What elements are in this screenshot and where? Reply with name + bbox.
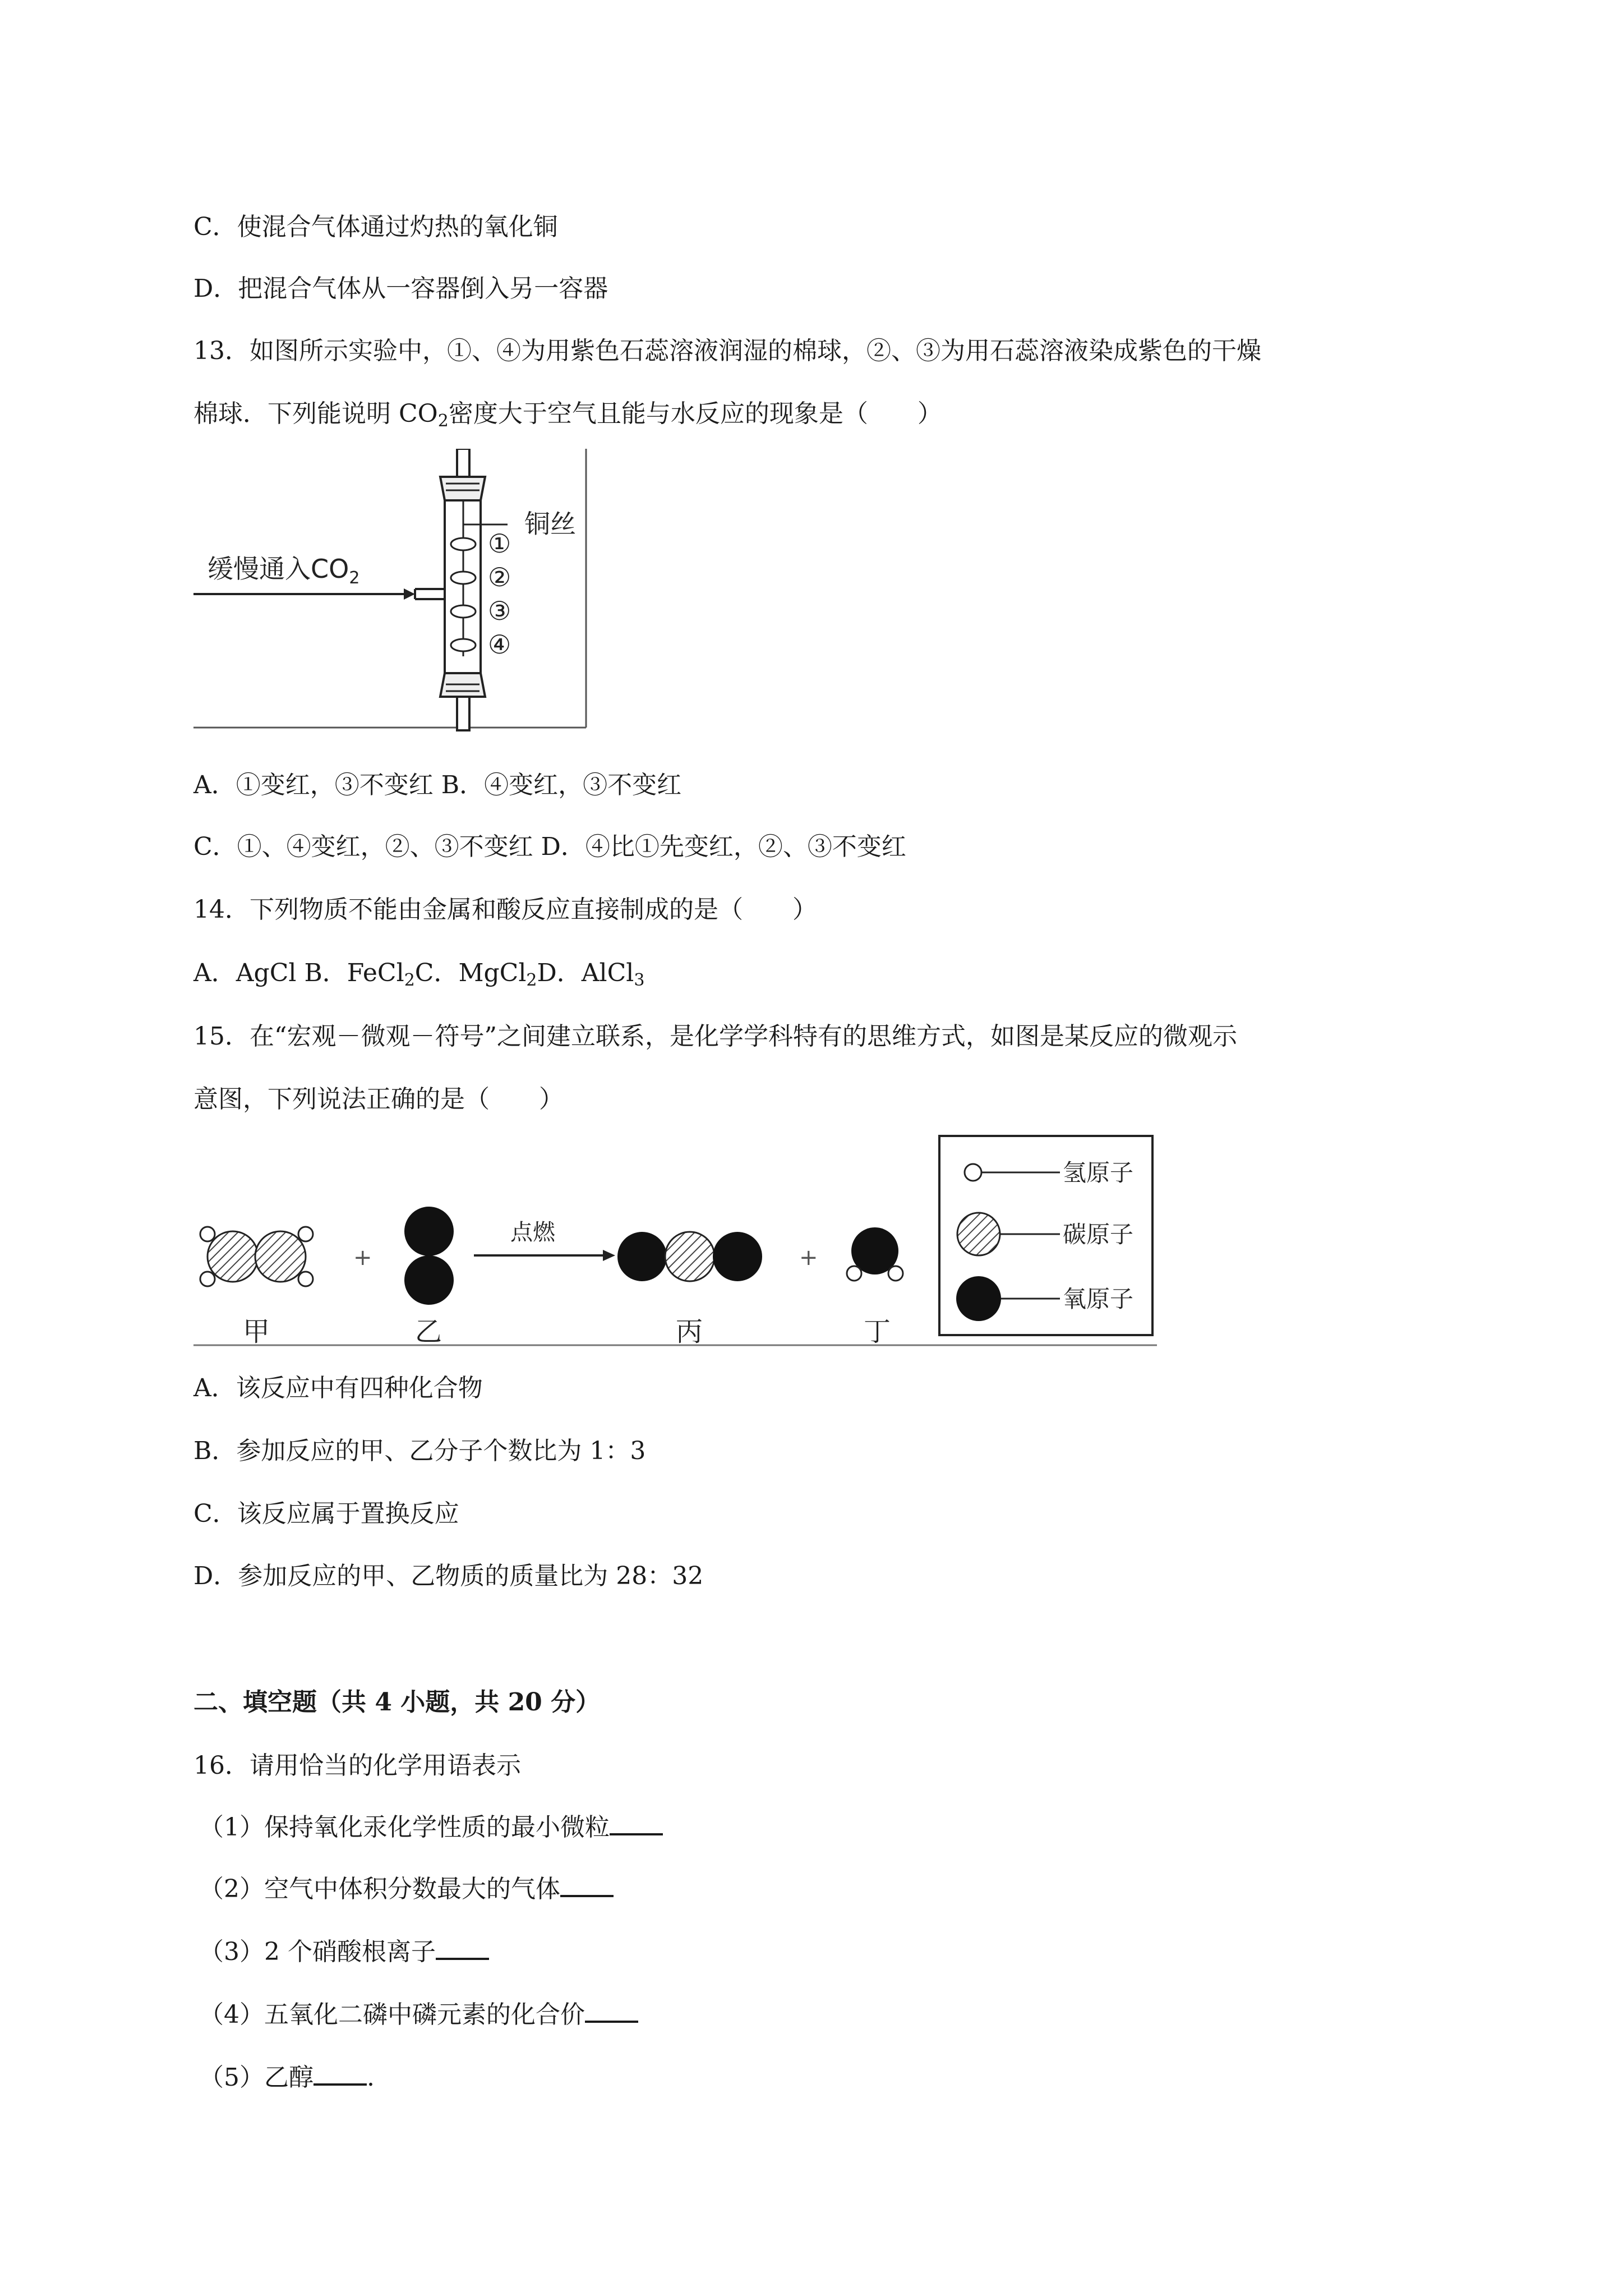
q16-item-5-text: （5）乙醇: [199, 2063, 313, 2092]
q14-option-d: D．AlCl: [537, 959, 634, 987]
q16-item-4-text: （4）五氧化二磷中磷元素的化合价: [199, 2000, 585, 2029]
ignite-label: 点燃: [510, 1220, 555, 1245]
q13-options-cd: C．①、④变红，②、③不变红 D．④比①先变红，②、③不变红: [193, 832, 906, 861]
q16-item-3: [199, 1935, 489, 1969]
molecule-label-bing: 丙: [676, 1316, 703, 1347]
q15-option-d: D．参加反应的甲、乙物质的质量比为 28：32: [193, 1562, 704, 1590]
q13-stem-line1: 13．如图所示实验中，①、④为用紫色石蕊溶液润湿的棉球，②、③为用石蕊溶液染成紫色的干燥: [193, 337, 1261, 365]
q16-item-1-text: （1）保持氧化汞化学性质的最小微粒: [199, 1813, 610, 1842]
cotton-ball-3-label: ③: [488, 596, 511, 626]
q16-stem: 16．请用恰当的化学用语表示: [193, 1751, 521, 1780]
q14-option-c: C．MgCl: [414, 959, 527, 987]
reaction-micro-diagram: [193, 1133, 1161, 1349]
q15-stem-line2: 意图，下列说法正确的是（ ）: [193, 1085, 564, 1114]
legend-carbon-label: 碳原子: [1063, 1221, 1134, 1248]
q16-item-2: [199, 1872, 614, 1906]
cotton-ball-1-label: ①: [488, 528, 511, 559]
q14-option-d-sub: 3: [634, 970, 645, 990]
answer-blank-5[interactable]: [313, 2061, 367, 2086]
molecule-label-ding: 丁: [864, 1316, 891, 1347]
q15-option-a: A．该反应中有四种化合物: [193, 1374, 483, 1402]
plus-sign-2: +: [799, 1245, 818, 1271]
q16-item-4: [199, 1998, 638, 2032]
answer-blank-4[interactable]: [585, 1998, 638, 2023]
q12-option-c: C．使混合气体通过灼热的氧化铜: [193, 213, 558, 241]
co2-apparatus-figure: [193, 449, 589, 732]
legend-oxygen-label: 氧原子: [1063, 1285, 1134, 1313]
copper-wire-label: 铜丝: [524, 509, 576, 539]
q13-options-ab: A．①变红，③不变红 B．④变红，③不变红: [193, 771, 682, 799]
molecule-label-yi: 乙: [415, 1316, 442, 1347]
answer-blank-2[interactable]: [560, 1872, 614, 1897]
q14-stem: 14．下列物质不能由金属和酸反应直接制成的是（ ）: [193, 895, 817, 924]
cotton-ball-4-label: ④: [488, 629, 511, 660]
q12-option-d: D．把混合气体从一容器倒入另一容器: [193, 274, 608, 303]
co2-inlet-label: 缓慢通入$CO_2$: [208, 554, 360, 588]
q15-stem-line1: 15．在“宏观－微观－符号”之间建立联系，是化学学科特有的思维方式，如图是某反应的微观示: [193, 1022, 1237, 1051]
q14-option-ab: A．AgCl B．FeCl: [193, 959, 404, 987]
answer-blank-3[interactable]: [436, 1935, 489, 1960]
cotton-ball-2-label: ②: [488, 562, 511, 592]
q16-item-2-text: （2）空气中体积分数最大的气体: [199, 1875, 560, 1903]
q16-item-1: [199, 1811, 663, 1844]
q16-item-3-text: （3）2 个硝酸根离子: [199, 1938, 436, 1966]
q14-options: [193, 956, 644, 990]
q15-option-b: B．参加反应的甲、乙分子个数比为 1：3: [193, 1437, 646, 1465]
q16-item-5-period: .: [367, 2063, 375, 2092]
q14-option-b-sub: 2: [404, 970, 415, 990]
q13-stem-text-b: 密度大于空气且能与水反应的现象是（ ）: [448, 399, 942, 428]
q14-option-c-sub: 2: [526, 970, 537, 990]
q13-stem-text-a: 棉球．下列能说明 CO: [193, 399, 438, 428]
answer-blank-1[interactable]: [610, 1811, 663, 1835]
section-2-heading: 二、填空题（共 4 小题，共 20 分）: [193, 1688, 601, 1717]
molecule-label-jia: 甲: [243, 1316, 270, 1347]
q13-stem-subscript: 2: [437, 411, 449, 431]
q15-option-c: C．该反应属于置换反应: [193, 1499, 459, 1528]
legend-hydrogen-label: 氢原子: [1063, 1159, 1134, 1186]
q16-item-5: [199, 2061, 375, 2095]
plus-sign-1: +: [353, 1245, 372, 1271]
q13-stem-line2: [193, 397, 942, 431]
